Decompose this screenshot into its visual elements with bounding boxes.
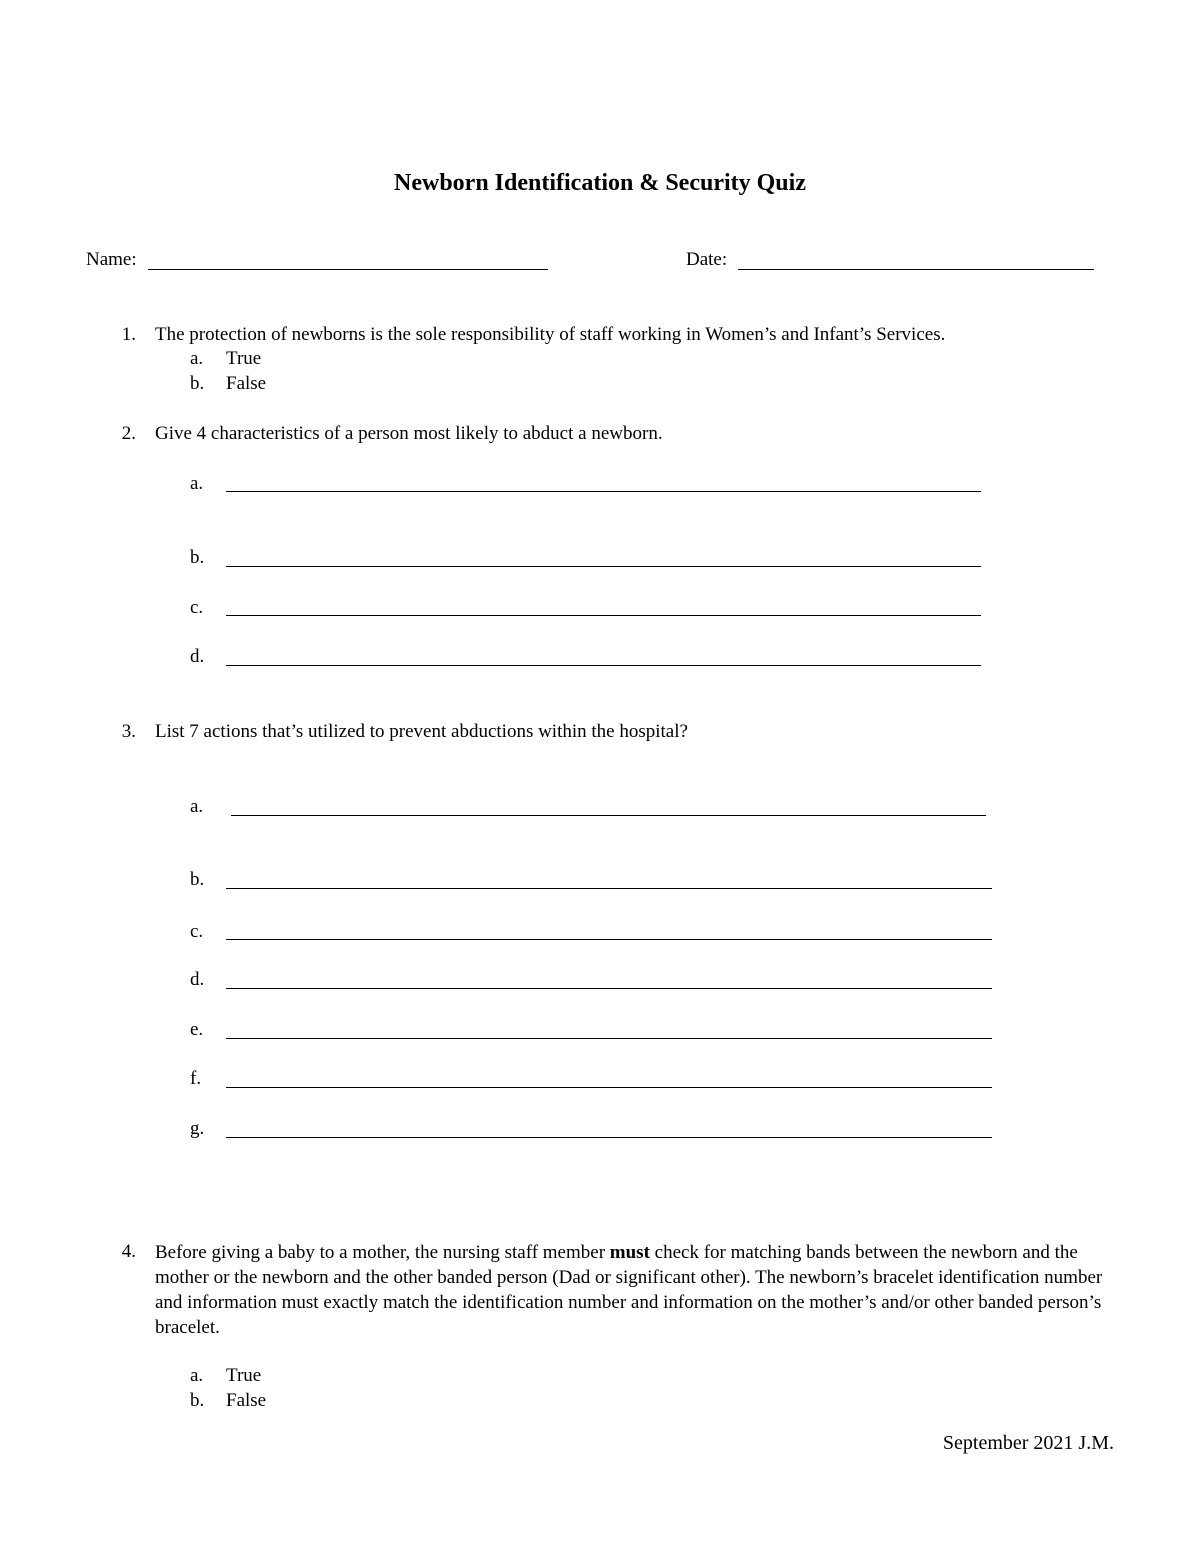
option-letter: b.	[190, 373, 205, 394]
name-field[interactable]	[148, 269, 548, 270]
answer-line[interactable]	[226, 615, 981, 616]
question-text: List 7 actions that’s utilized to prevent abductions within the hospital?	[155, 721, 688, 742]
option-letter: a.	[190, 1365, 204, 1386]
answer-letter: d.	[190, 646, 205, 667]
answer-letter: e.	[190, 1019, 204, 1040]
option-true[interactable]: True	[226, 1365, 262, 1386]
question-text-part: check for matching bands between the newborn and the mother or the newborn and the other banded person (Dad or significant other). The newborn’s bracelet identification number and information must exactly match the identification number and information on the mother’s and/or other banded person’s bracelet.	[155, 1242, 1103, 1338]
answer-letter: d.	[190, 969, 205, 990]
option-false[interactable]: False	[226, 1390, 267, 1411]
question-number: 3.	[121, 721, 136, 742]
answer-letter: a.	[190, 473, 204, 494]
date-label: Date:	[686, 249, 728, 270]
answer-line[interactable]	[226, 665, 981, 666]
question-text: The protection of newborns is the sole responsibility of staff working in Women’s and Infant’s Services.	[155, 324, 946, 345]
answer-letter: g.	[190, 1118, 205, 1139]
option-letter: b.	[190, 1390, 205, 1411]
answer-line[interactable]	[226, 988, 992, 989]
option-letter: a.	[190, 348, 204, 369]
question-text-part: Before giving a baby to a mother, the nursing staff member	[155, 1242, 610, 1263]
question-number: 2.	[121, 423, 136, 444]
answer-letter: f.	[190, 1068, 202, 1089]
question-number: 1.	[121, 324, 136, 345]
answer-line[interactable]	[226, 1087, 992, 1088]
answer-line[interactable]	[226, 1137, 992, 1138]
question-text: Give 4 characteristics of a person most likely to abduct a newborn.	[155, 423, 663, 444]
answer-letter: c.	[190, 921, 204, 942]
answer-letter: a.	[190, 796, 204, 817]
page-title: Newborn Identification & Security Quiz	[394, 170, 806, 196]
emphasis-must: must	[609, 1242, 650, 1263]
question-number: 4.	[121, 1241, 136, 1262]
answer-line[interactable]	[226, 888, 992, 889]
answer-letter: c.	[190, 597, 204, 618]
option-true[interactable]: True	[226, 348, 262, 369]
answer-letter: b.	[190, 869, 205, 890]
answer-line[interactable]	[231, 815, 986, 816]
answer-letter: b.	[190, 547, 205, 568]
question-text	[155, 1240, 1120, 1340]
footer-note: September 2021 J.M.	[942, 1432, 1114, 1454]
answer-line[interactable]	[226, 566, 981, 567]
option-false[interactable]: False	[226, 373, 267, 394]
date-field[interactable]	[738, 269, 1094, 270]
answer-line[interactable]	[226, 491, 981, 492]
answer-line[interactable]	[226, 1038, 992, 1039]
name-label: Name:	[86, 249, 137, 270]
answer-line[interactable]	[226, 939, 992, 940]
